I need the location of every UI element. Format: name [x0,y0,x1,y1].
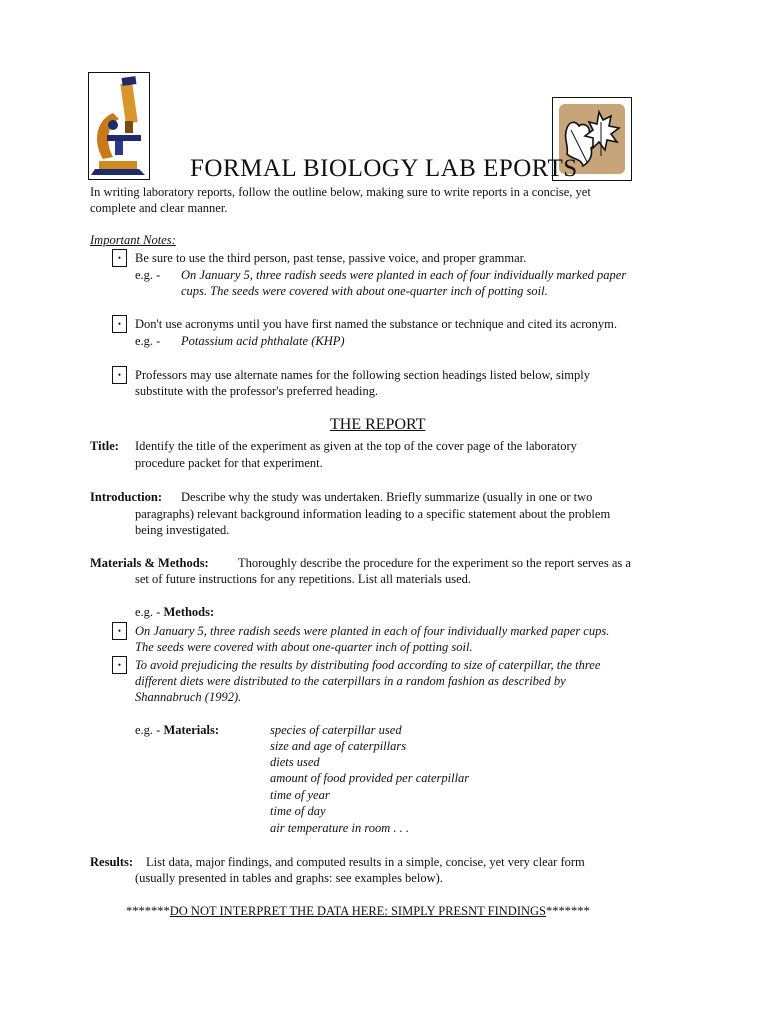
note-1-example-line-1: On January 5, three radish seeds were planted in each of four individually marked paper [181,268,627,282]
introduction-line-2: paragraphs) relevant background information leading to a specific statement about the problem [135,507,611,521]
note-1-text: Be sure to use the third person, past tense, passive voice, and proper grammar. [135,251,527,265]
method-2-line-3: Shannabruch (1992). [135,690,242,704]
important-notes-heading: Important Notes: [90,233,176,247]
bullet-icon: • [112,656,127,674]
title-section-label: Title: [90,439,119,453]
method-2-line-2: different diets were distributed to the caterpillars in a random fashion as described by [135,674,566,688]
intro-line-1: In writing laboratory reports, follow the outline below, making sure to write reports in a concise, yet [90,185,591,199]
title-section-line-1: Identify the title of the experiment as given at the top of the cover page of the laboratory [135,439,577,453]
results-line-2: (usually presented in tables and graphs: see examples below). [135,871,443,885]
warning-text: DO NOT INTERPRET THE DATA HERE: SIMPLY PRESNT FINDINGS [169,904,547,918]
materials-methods-line-1: Thoroughly describe the procedure for the experiment so the report serves as a [238,556,631,570]
note-2-example: Potassium acid phthalate (KHP) [181,334,345,348]
bullet-icon: • [112,315,127,333]
methods-heading [135,604,214,620]
warning-stars-left: ******* [126,904,170,918]
materials-eg: e.g. - [135,723,164,737]
method-2-line-1: To avoid prejudicing the results by distributing food according to size of caterpillar, the three [135,658,601,672]
materials-label: Materials: [163,723,219,737]
method-1-line-2: The seeds were covered with about one-quarter inch of potting soil. [135,640,473,654]
note-1-eg: e.g. - [135,268,161,282]
material-item: size and age of caterpillars [270,739,407,753]
material-item: air temperature in room . . . [270,821,409,835]
note-2-text: Don't use acronyms until you have first named the substance or technique and cited its acronym. [135,317,617,331]
material-item: species of caterpillar used [270,723,402,737]
note-1-example-line-2: cups. The seeds were covered with about one-quarter inch of potting soil. [181,284,548,298]
results-line-1: List data, major findings, and computed results in a simple, concise, yet very clear form [146,855,585,869]
note-2-eg: e.g. - [135,334,161,348]
materials-methods-label: Materials & Methods: [90,556,209,570]
results-section-label: Results: [90,855,134,869]
note-3-line-1: Professors may use alternate names for the following section headings listed below, simply [135,368,590,382]
note-3-line-2: substitute with the professor's preferred heading. [135,384,379,398]
warning-line [126,903,590,919]
introduction-line-3: being investigated. [135,523,230,537]
bullet-icon: • [112,622,127,640]
method-1-line-1: On January 5, three radish seeds were planted in each of four individually marked paper cups. [135,624,610,638]
title-section-line-2: procedure packet for that experiment. [135,456,323,470]
report-heading: THE REPORT [330,416,426,433]
warning-stars-right: ******* [546,904,590,918]
bullet-icon: • [112,366,127,384]
microscope-image [88,72,150,180]
materials-methods-line-2: set of future instructions for any repetitions. List all materials used. [135,572,472,586]
introduction-line-1: Describe why the study was undertaken. Briefly summarize (usually in one or two [181,490,593,504]
intro-line-2: complete and clear manner. [90,201,228,215]
bullet-icon: • [112,249,127,267]
material-item: amount of food provided per caterpillar [270,771,470,785]
material-item: time of day [270,804,326,818]
materials-heading [135,722,219,738]
material-item: time of year [270,788,330,802]
methods-eg: e.g. - [135,605,164,619]
methods-label: Methods: [163,605,215,619]
page-title: FORMAL BIOLOGY LAB EPORTS [190,155,578,182]
material-item: diets used [270,755,320,769]
microscope-icon [89,73,149,179]
introduction-section-label: Introduction: [90,490,163,504]
